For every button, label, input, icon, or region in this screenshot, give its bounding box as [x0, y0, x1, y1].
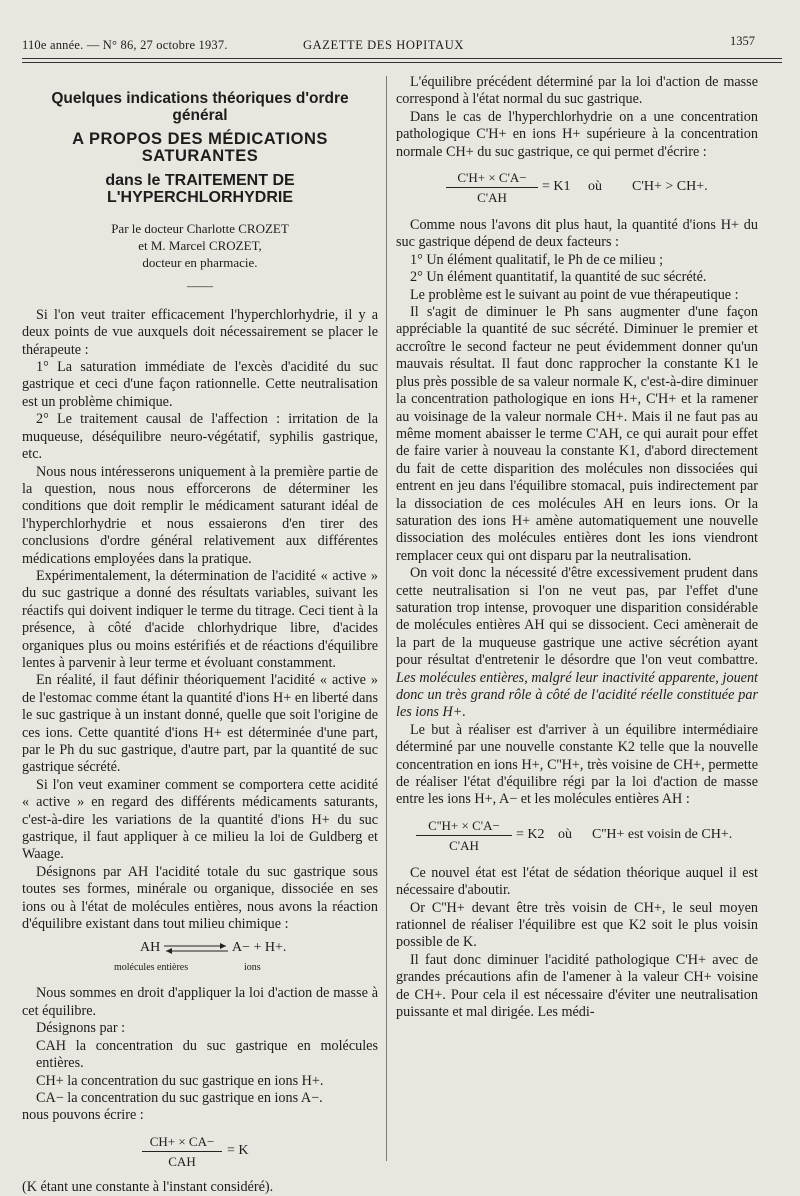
fraction-numerator: C''H+ × C'A−	[428, 817, 500, 833]
author-line2: et M. Marcel CROZET,	[138, 238, 262, 254]
reaction-label-molecules: molécules entières	[114, 962, 189, 974]
running-head-issue: 110e année. — N° 86, 27 octobre 1937.	[22, 38, 228, 52]
reaction-left: AH	[140, 940, 161, 956]
definition-ch: CH+ la concentration du suc gastrique en ions H+.	[36, 1072, 324, 1089]
reaction-right: A− + H+.	[232, 940, 287, 956]
equilibrium-arrows-icon	[162, 943, 230, 955]
paragraph: 1° Un élément qualitatif, le Ph de ce milieu ;	[410, 251, 664, 268]
paragraph: L'équilibre précédent déterminé par la loi d'action de masse correspond à l'état normal du suc gastrique.	[396, 74, 758, 108]
paragraph: Il faut donc diminuer l'acidité pathologique C'H+ avec de grandes précautions afin de l'amener à la valeur CH+ voisine de CH+. Pour cela il est nécessaire d'éviter une neutralisation puissante et mal dirigée. Les médi-	[396, 951, 758, 1021]
fraction-denominator: C'AH	[477, 190, 507, 206]
paragraph: 1° La saturation immédiate de l'excès d'acidité du suc gastrique et ceci d'une façon rationnelle. Cette neutralisation est un problème chimique.	[22, 359, 378, 410]
paragraph: Désignons par AH l'acidité totale du suc gastrique sous toutes ses formes, minérale ou organique, dissociée en ses ions ou à l'état de molécules entières, nous avons la réaction d'équilibre existant dans tout milieu chimique :	[22, 863, 378, 933]
definition-ca: CA− la concentration du suc gastrique en ions A−.	[36, 1089, 323, 1106]
paragraph: Ce nouvel état est l'état de sédation théorique auquel il est nécessaire d'aboutir.	[396, 864, 758, 899]
paragraph: 2° Le traitement causal de l'affection : irritation de la muqueuse, déséquilibre neuro-végétatif, syphilis gastrique, etc.	[22, 411, 378, 463]
fraction	[142, 1133, 222, 1171]
paragraph: 2° Un élément quantitatif, la quantité de suc sécrété.	[410, 269, 707, 286]
paragraph: Comme nous l'avons dit plus haut, la quantité d'ions H+ du suc gastrique dépend de deux facteurs :	[396, 217, 758, 251]
paragraph: Nous sommes en droit d'appliquer la loi d'action de masse à cet équilibre.	[22, 985, 378, 1019]
italic-emphasis: Les molécules entières, malgré leur inactivité apparente, jouent donc un très grand rôle à côté de l'acidité réelle constituée par les ions H+.	[396, 669, 758, 721]
equation-where: où	[558, 826, 572, 842]
paragraph: Nous nous intéresserons uniquement à la première partie de la question, nous nous efforcerons de déterminer les conditions que doit remplir le médicament saturant idéal de l'hyperchlorhydrie et nous essaierons d'en tirer des conclusions d'ordre général relativement aux différentes médications employées dans la pratique.	[22, 463, 378, 567]
paragraph: Si l'on veut traiter efficacement l'hyperchlorhydrie, il y a deux points de vue auxquels doit nécessairement se placer le thérapeute :	[22, 306, 378, 358]
article-title-line1: Quelques indications théoriques d'ordre général	[51, 90, 349, 125]
paragraph: Dans le cas de l'hyperchlorhydrie on a une concentration pathologique C'H+ en ions H+ supérieure à la concentration normale CH+ du suc gastrique, ce qui permet d'écrire :	[396, 108, 758, 160]
right-column	[396, 74, 758, 1022]
left-column	[22, 80, 378, 1196]
paragraph: Expérimentalement, la détermination de l'acidité « active » du suc gastrique a donné des résultats variables, suivant les réactifs qui doivent indiquer le terme du titrage. Ceci tient à la présence, à côté d'acide chlorhydrique libre, d'acides organiques plus ou moins estérifiés et de réactions d'équilibre lentes à parvenir à leur terme et évoluant constamment.	[22, 567, 378, 671]
paragraph: Désignons par :	[36, 1020, 126, 1037]
fraction-bar	[446, 187, 538, 188]
article-title-line3: dans le TRAITEMENT DE L'HYPERCHLORHYDRIE	[105, 171, 295, 207]
title-separator: ——	[187, 278, 213, 294]
reaction-label-ions: ions	[244, 962, 261, 974]
paragraph: Or C''H+ devant être très voisin de CH+, le seul moyen rationnel de réaliser l'équilibre est que K2 soit le plus voisin possible de K.	[396, 899, 758, 951]
fraction-denominator: CAH	[168, 1154, 196, 1170]
equation-k2	[396, 813, 758, 859]
header-rule-top	[22, 58, 782, 59]
paragraph: Il s'agit de diminuer le Ph sans augmenter d'une façon appréciable la quantité de suc sécrété. Diminuer le premier et accroître le second facteur ne peut évidemment donner qu'un mauvais résultat. Il faut donc rapprocher la constante K1 le plus près possible de sa valeur normale K, c'est-à-dire diminuer la concentration pathologique en ions H+, C'H+ et la ramener au voisinage de la valeur normale CH+. Mais il ne faut pas au même moment abaisser le terme C'AH, ce qui aurait pour effet de faire varier à nouveau la constante K1, d'abord directement du fait de cette disparition des molécules non dissociées qui entrent en jeu dans l'équilibre stomacal, puis indirectement par la dissociation de ces molécules AH en leurs ions. Or la saturation des ions H+ amène automatiquement une nouvelle dissociation des molécules entières dont les ions viendront remplacer ceux qui ont disparu par la neutralisation.	[396, 304, 758, 564]
fraction-numerator: CH+ × CA−	[149, 1133, 215, 1149]
equation-rhs: = K1	[542, 179, 571, 195]
equation-k1	[396, 165, 758, 211]
fraction	[416, 817, 512, 855]
running-head-journal: GAZETTE DES HOPITAUX	[303, 38, 464, 52]
paragraph: (K étant une constante à l'instant considéré).	[22, 1178, 274, 1195]
author-line1: Par le docteur Charlotte CROZET	[111, 221, 289, 237]
paragraph: Si l'on veut examiner comment se comportera cette acidité « active » en regard des différents médicaments saturants, c'est-à-dire les variations de la quantité d'ions H+ du suc gastrique, il faut appliquer à ce milieu la loi de Guldberg et Waage.	[22, 776, 378, 863]
fraction-numerator: C'H+ × C'A−	[457, 170, 527, 186]
paragraph: Le but à réaliser est d'arriver à un équilibre intermédiaire déterminé par une nouvelle constante K2 telle que la nouvelle concentration en ions H+, C''H+, très voisine de CH+, permette de réaliser l'état d'équilibre régi par la loi d'action de masse entre les ions H+, A− et les molécules entières AH :	[396, 721, 758, 808]
equilibrium-reaction	[22, 937, 378, 979]
paragraph: nous pouvons écrire :	[22, 1107, 144, 1124]
paragraph: En réalité, il faut définir théoriquement l'acidité « active » de l'estomac comme étant la quantité d'ions H+ en liberté dans le suc gastrique à un instant donné, quelle que soit l'origine de ces ions. Cette quantité d'ions H+ est déterminée d'une part, par le Ph du suc gastrique, d'autre part, par la quantité de suc gastrique sécrété.	[22, 672, 378, 776]
page-number: 1357	[730, 34, 755, 48]
equation-condition: C''H+ est voisin de CH+.	[592, 826, 733, 842]
fraction-bar	[416, 835, 512, 836]
paragraph-text: On voit donc la nécessité d'être excessivement prudent dans cette neutralisation si l'on ne veut pas, par l'effet d'une saturation trop intense, provoquer une disparition considérable de molécules entières AH qui se dissocient. Ceci amènerait de la part de la muqueuse gastrique une active sécrétion ayant pour résultat d'entretenir le désordre que l'on veut combattre.	[396, 565, 758, 669]
equation-condition: C'H+ > CH+.	[632, 179, 708, 195]
definition-cah: CAH la concentration du suc gastrique en molécules entières.	[36, 1037, 378, 1072]
equation-rhs: = K	[227, 1142, 249, 1158]
column-separator	[386, 76, 387, 1161]
author-title: docteur en pharmacie.	[142, 255, 258, 271]
equation-where: où	[588, 179, 602, 195]
paragraph	[396, 565, 758, 722]
fraction	[446, 169, 538, 207]
article-title-line2: A PROPOS DES MÉDICATIONS SATURANTES	[72, 129, 328, 166]
equation-k	[22, 1129, 378, 1173]
equation-rhs: = K2	[516, 826, 545, 842]
paragraph: Le problème est le suivant au point de vue thérapeutique :	[410, 286, 739, 303]
fraction-denominator: C'AH	[449, 838, 479, 854]
fraction-bar	[142, 1151, 222, 1152]
header-rule-bottom	[22, 62, 782, 63]
